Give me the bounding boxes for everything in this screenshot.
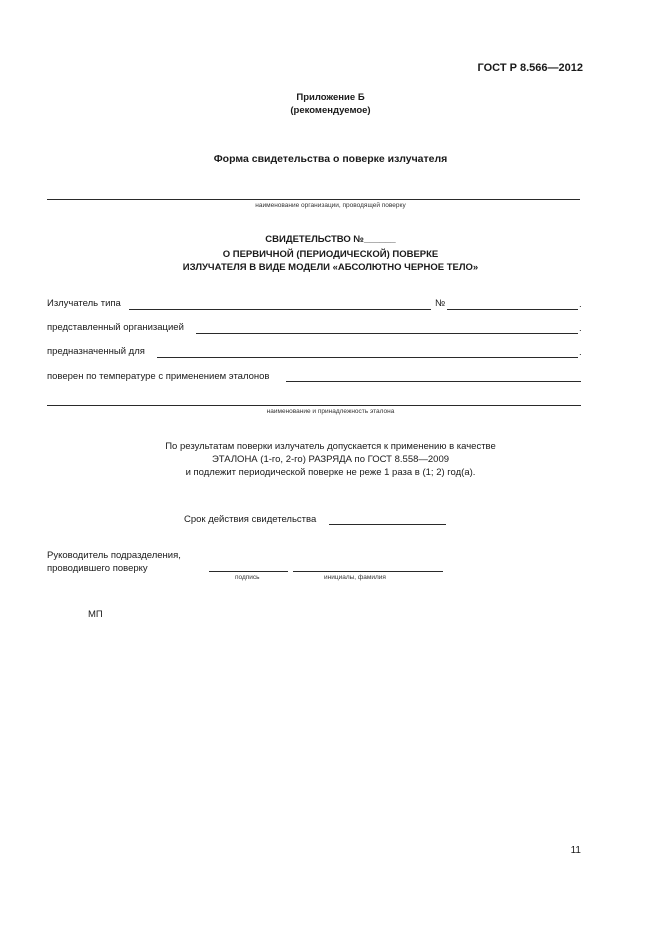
- certificate-number-title: СВИДЕТЕЛЬСТВО №______: [265, 234, 396, 245]
- emitter-type-label: Излучатель типа: [47, 298, 121, 309]
- validity-line: [329, 524, 446, 525]
- verified-at-line: [286, 381, 581, 382]
- result-line-2: ЭТАЛОНА (1-го, 2-го) РАЗРЯДА по ГОСТ 8.558—2009: [211, 454, 450, 465]
- form-title: Форма свидетельства о поверке излучателя: [213, 153, 448, 165]
- signature-caption: подпись: [235, 574, 260, 581]
- emitter-type-line: [129, 309, 431, 310]
- page-number: 11: [570, 845, 581, 856]
- result-line-3: и подлежит периодической поверке не реже 1 раза в (1; 2) год(а).: [185, 467, 476, 478]
- name-line: [293, 571, 443, 572]
- org-name-caption: наименование организации, проводящей поверку: [255, 202, 406, 209]
- name-caption: инициалы, фамилия: [324, 574, 386, 581]
- emitter-number-label: №: [435, 298, 446, 309]
- certificate-type-title: О ПЕРВИЧНОЙ (ПЕРИОДИЧЕСКОЙ) ПОВЕРКЕ: [222, 249, 439, 260]
- signature-role-line-1: Руководитель подразделения,: [47, 550, 181, 561]
- signature-role-line-2: проводившего поверку: [47, 563, 148, 574]
- intended-for-line: [157, 357, 578, 358]
- appendix-subtitle: (рекомендуемое): [290, 105, 371, 116]
- period-mark: .: [579, 323, 582, 334]
- stamp-place-label: МП: [88, 609, 103, 620]
- period-mark: .: [579, 299, 582, 310]
- org-name-line: [47, 199, 580, 200]
- presented-by-line: [196, 333, 578, 334]
- standards-caption: наименование и принадлежность эталона: [266, 408, 395, 415]
- appendix-title: Приложение Б: [296, 92, 365, 103]
- period-mark: .: [579, 347, 582, 358]
- intended-for-label: предназначенный для: [47, 346, 145, 357]
- result-line-1: По результатам поверки излучатель допускается к применению в качестве: [165, 441, 496, 452]
- emitter-number-line: [447, 309, 578, 310]
- presented-by-label: представленный организацией: [47, 322, 184, 333]
- certificate-subject-title: ИЗЛУЧАТЕЛЯ В ВИДЕ МОДЕЛИ «АБСОЛЮТНО ЧЕРНОЕ ТЕЛО»: [182, 262, 479, 273]
- verified-at-label: поверен по температуре с применением эталонов: [47, 371, 270, 382]
- signature-line: [209, 571, 288, 572]
- standards-line: [47, 405, 581, 406]
- validity-label: Срок действия свидетельства: [184, 514, 317, 525]
- document-standard-header: ГОСТ Р 8.566—2012: [477, 62, 583, 74]
